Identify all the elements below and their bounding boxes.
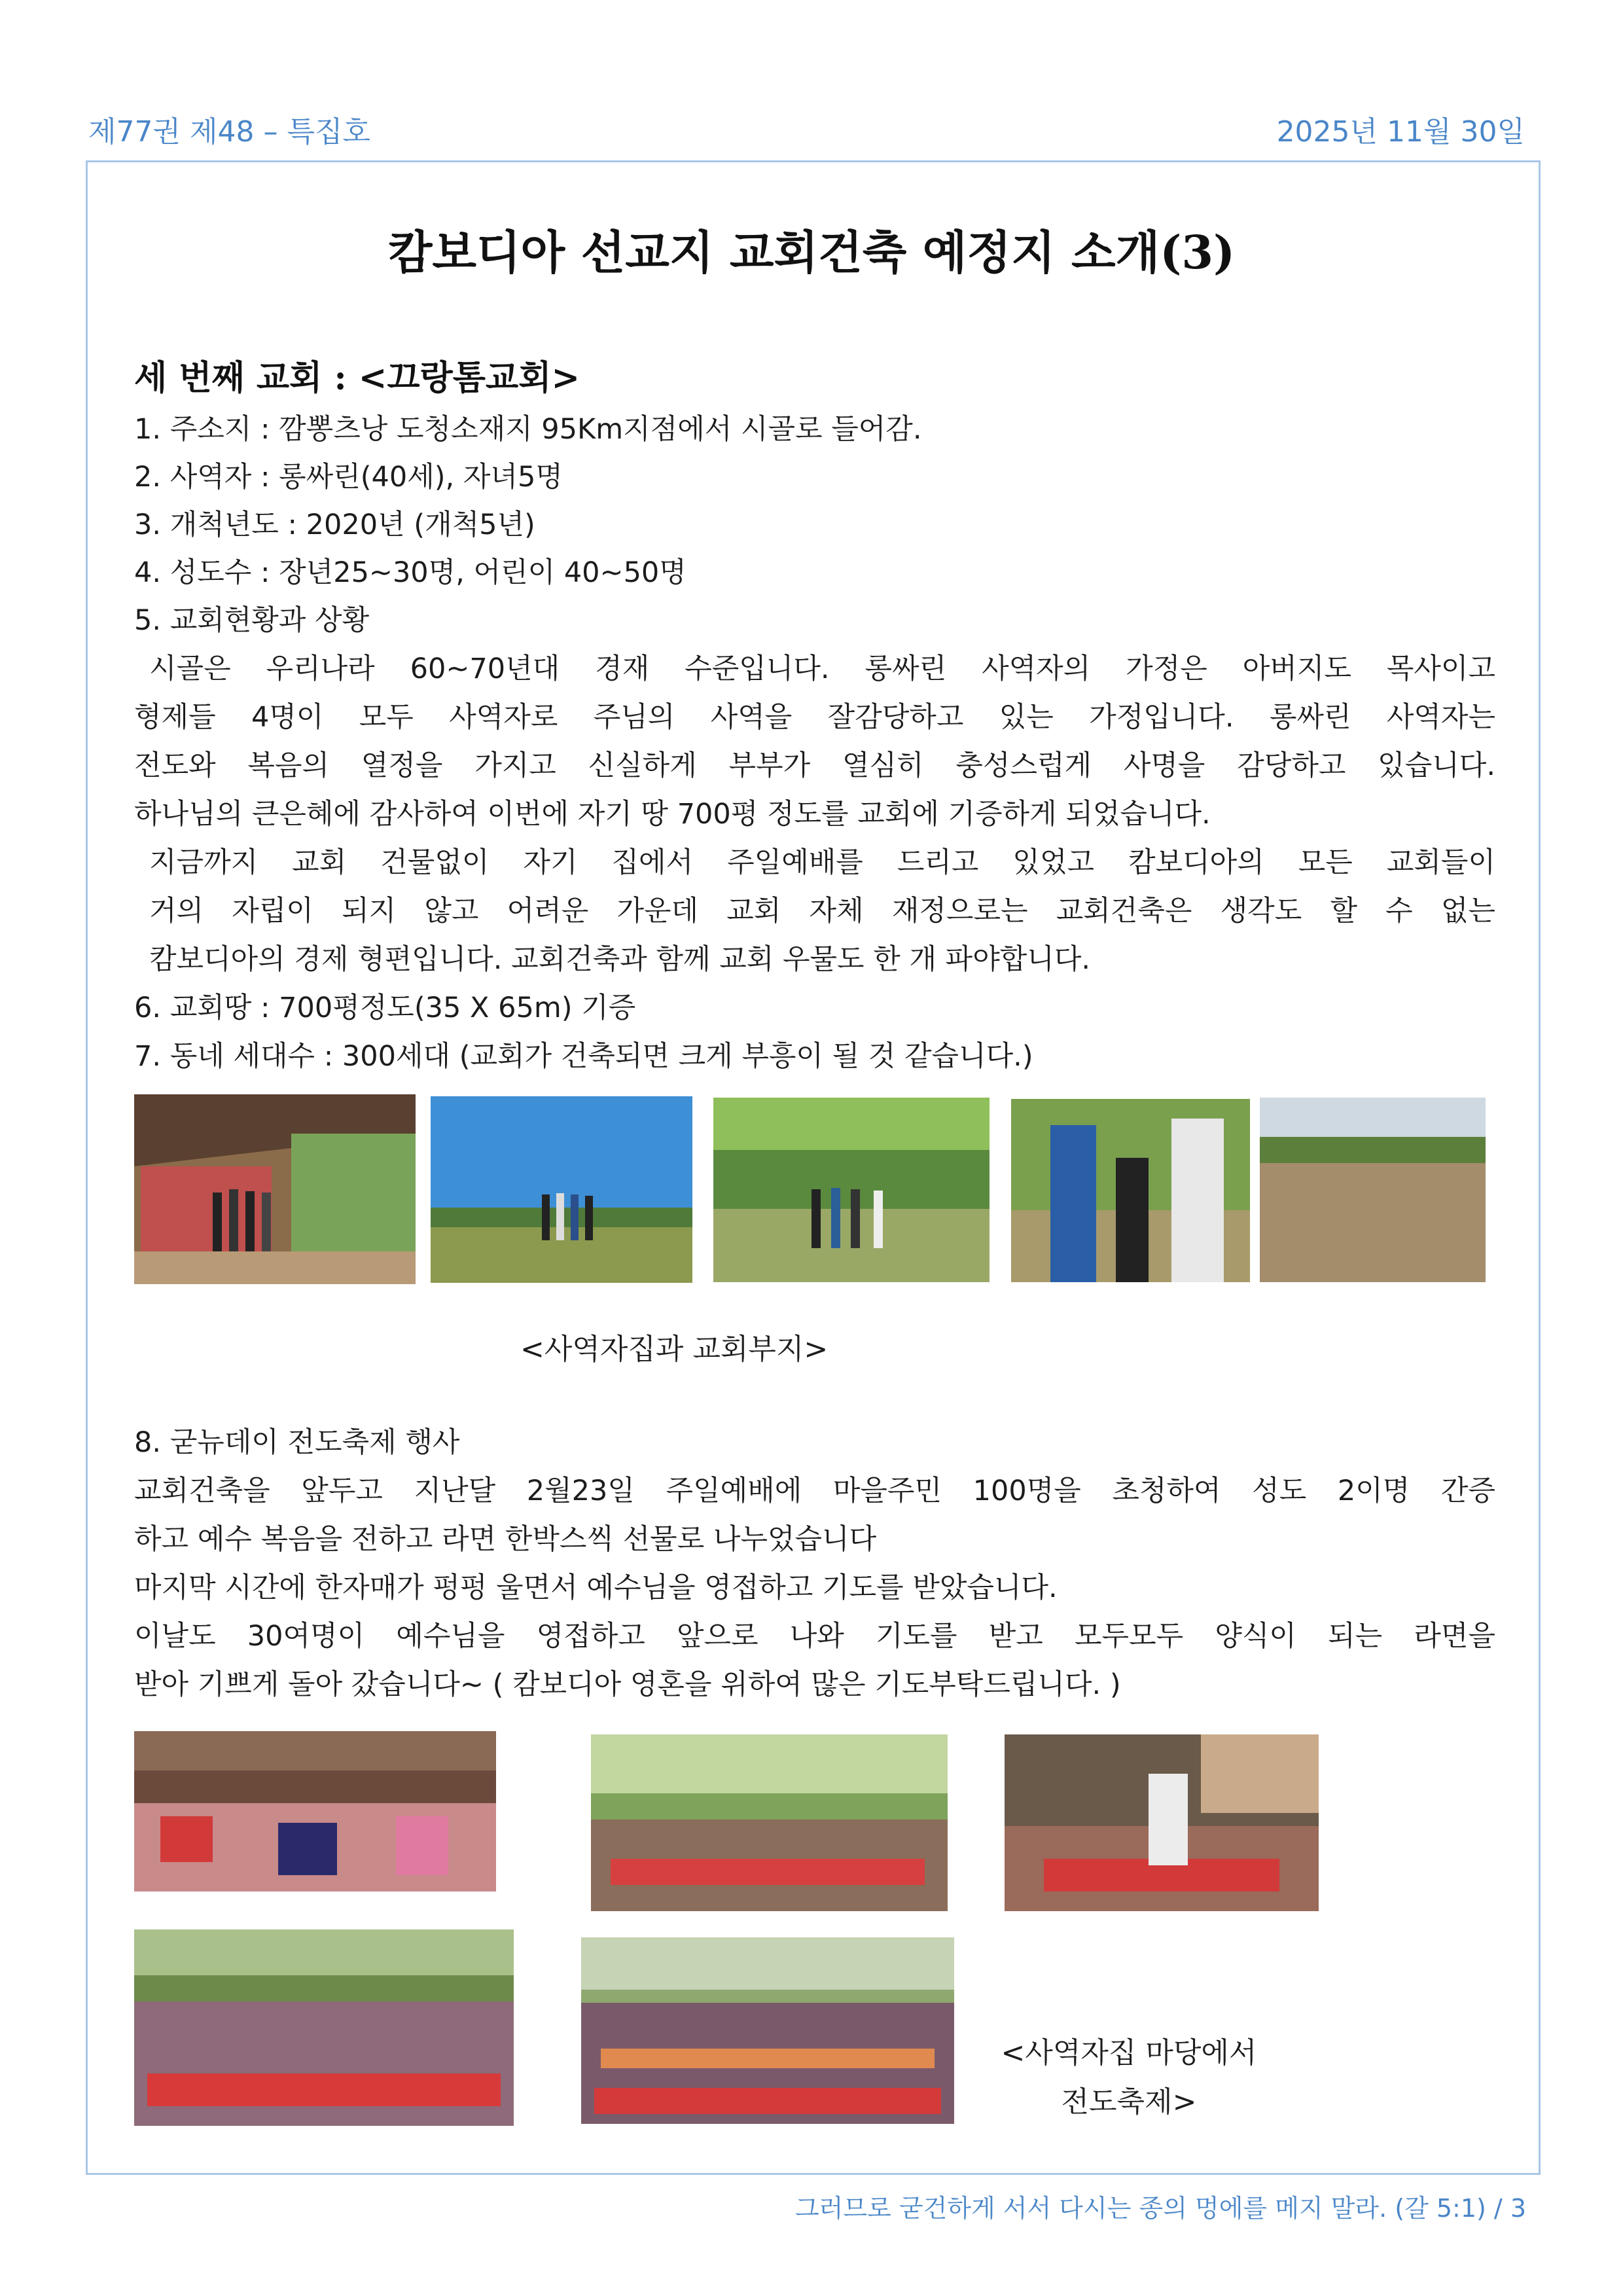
paragraph-line: 시골은 우리나라 60~70년대 경재 수준입니다. 롱싸린 사역자의 가정은 아버지도 목사이고 <box>149 653 1495 685</box>
section-subtitle: 세 번째 교회 : <끄랑톰교회> <box>134 358 580 398</box>
paragraph-line: 형제들 4명이 모두 사역자로 주님의 사역을 잘감당하고 있는 가정입니다. 롱싸린 사역자는 <box>134 701 1495 734</box>
caption-photos-1: <사역자집과 교회부지> <box>520 1333 829 1366</box>
photo-visit-people <box>1011 1099 1250 1282</box>
photo-festival-5 <box>581 1937 954 2124</box>
info-land: 6. 교회땅 : 700평정도(35 X 65m) 기증 <box>134 992 636 1024</box>
paragraph-line: 이날도 30여명이 예수님을 영접하고 앞으로 나와 기도를 받고 모두모두 양식이 되는 라면을 <box>134 1620 1495 1653</box>
info-minister: 2. 사역자 : 롱싸린(40세), 자녀5명 <box>134 461 563 493</box>
caption-photos-2-line1: <사역자집 마당에서 <box>1001 2036 1257 2070</box>
paragraph-line: 캄보디아의 경제 형편입니다. 교회건축과 함께 교회 우물도 한 개 파야합니다. <box>149 943 1091 976</box>
info-address: 1. 주소지 : 깜뽕츠낭 도청소재지 95Km지점에서 시골로 들어감. <box>134 413 922 446</box>
header-volume: 제77권 제48 – 특집호 <box>88 115 370 149</box>
paragraph-line: 하고 예수 복음을 전하고 라면 한박스씩 선물로 나누었습니다 <box>134 1523 877 1556</box>
paragraph-line: 하나님의 큰은혜에 감사하여 이번에 자기 땅 700평 정도를 교회에 기증하게 되었습니다. <box>134 798 1211 831</box>
paragraph-line: 받아 기쁘게 돌아 갔습니다~ ( 캄보디아 영혼을 위하여 많은 기도부탁드립니다. ) <box>134 1668 1121 1701</box>
photo-festival-1 <box>134 1731 496 1892</box>
page-title: 캄보디아 선교지 교회건축 예정지 소개(3) <box>387 225 1236 279</box>
caption-photos-2-line2: 전도축제> <box>1061 2085 1197 2119</box>
photo-minister-house <box>134 1094 416 1284</box>
info-households: 7. 동네 세대수 : 300세대 (교회가 건축되면 크게 부흥이 될 것 같습니다.) <box>134 1040 1033 1073</box>
photo-empty-field <box>1260 1098 1486 1282</box>
photo-festival-2 <box>591 1734 948 1911</box>
info-status-heading: 5. 교회현황과 상황 <box>134 604 370 637</box>
info-founded: 3. 개척년도 : 2020년 (개척5년) <box>134 509 535 541</box>
info-members: 4. 성도수 : 장년25~30명, 어린이 40~50명 <box>134 556 687 589</box>
festival-heading: 8. 굳뉴데이 전도축제 행사 <box>134 1426 460 1459</box>
paragraph-line: 지금까지 교회 건물없이 자기 집에서 주일예배를 드리고 있었고 캄보디아의 모든 교회들이 <box>149 846 1495 879</box>
paragraph-line: 교회건축을 앞두고 지난달 2월23일 주일예배에 마을주민 100명을 초청하여 성도 2이명 간증 <box>134 1475 1495 1507</box>
photo-festival-3 <box>1005 1734 1319 1911</box>
photo-church-site-1 <box>431 1096 692 1283</box>
header-date: 2025년 11월 30일 <box>1276 115 1525 149</box>
paragraph-line: 거의 자립이 되지 않고 어려운 가운데 교회 자체 재정으로는 교회건축은 생각도 할 수 없는 <box>149 895 1495 927</box>
paragraph-line: 전도와 복음의 열정을 가지고 신실하게 부부가 열심히 충성스럽게 사명을 감당하고 있습니다. <box>134 749 1495 782</box>
photo-festival-4 <box>134 1929 514 2126</box>
photo-church-site-2 <box>713 1098 990 1282</box>
paragraph-line: 마지막 시간에 한자매가 펑펑 울면서 예수님을 영접하고 기도를 받았습니다. <box>134 1571 1058 1604</box>
footer-verse: 그러므로 굳건하게 서서 다시는 종의 멍에를 메지 말라. (갈 5:1) / 3 <box>794 2194 1526 2223</box>
